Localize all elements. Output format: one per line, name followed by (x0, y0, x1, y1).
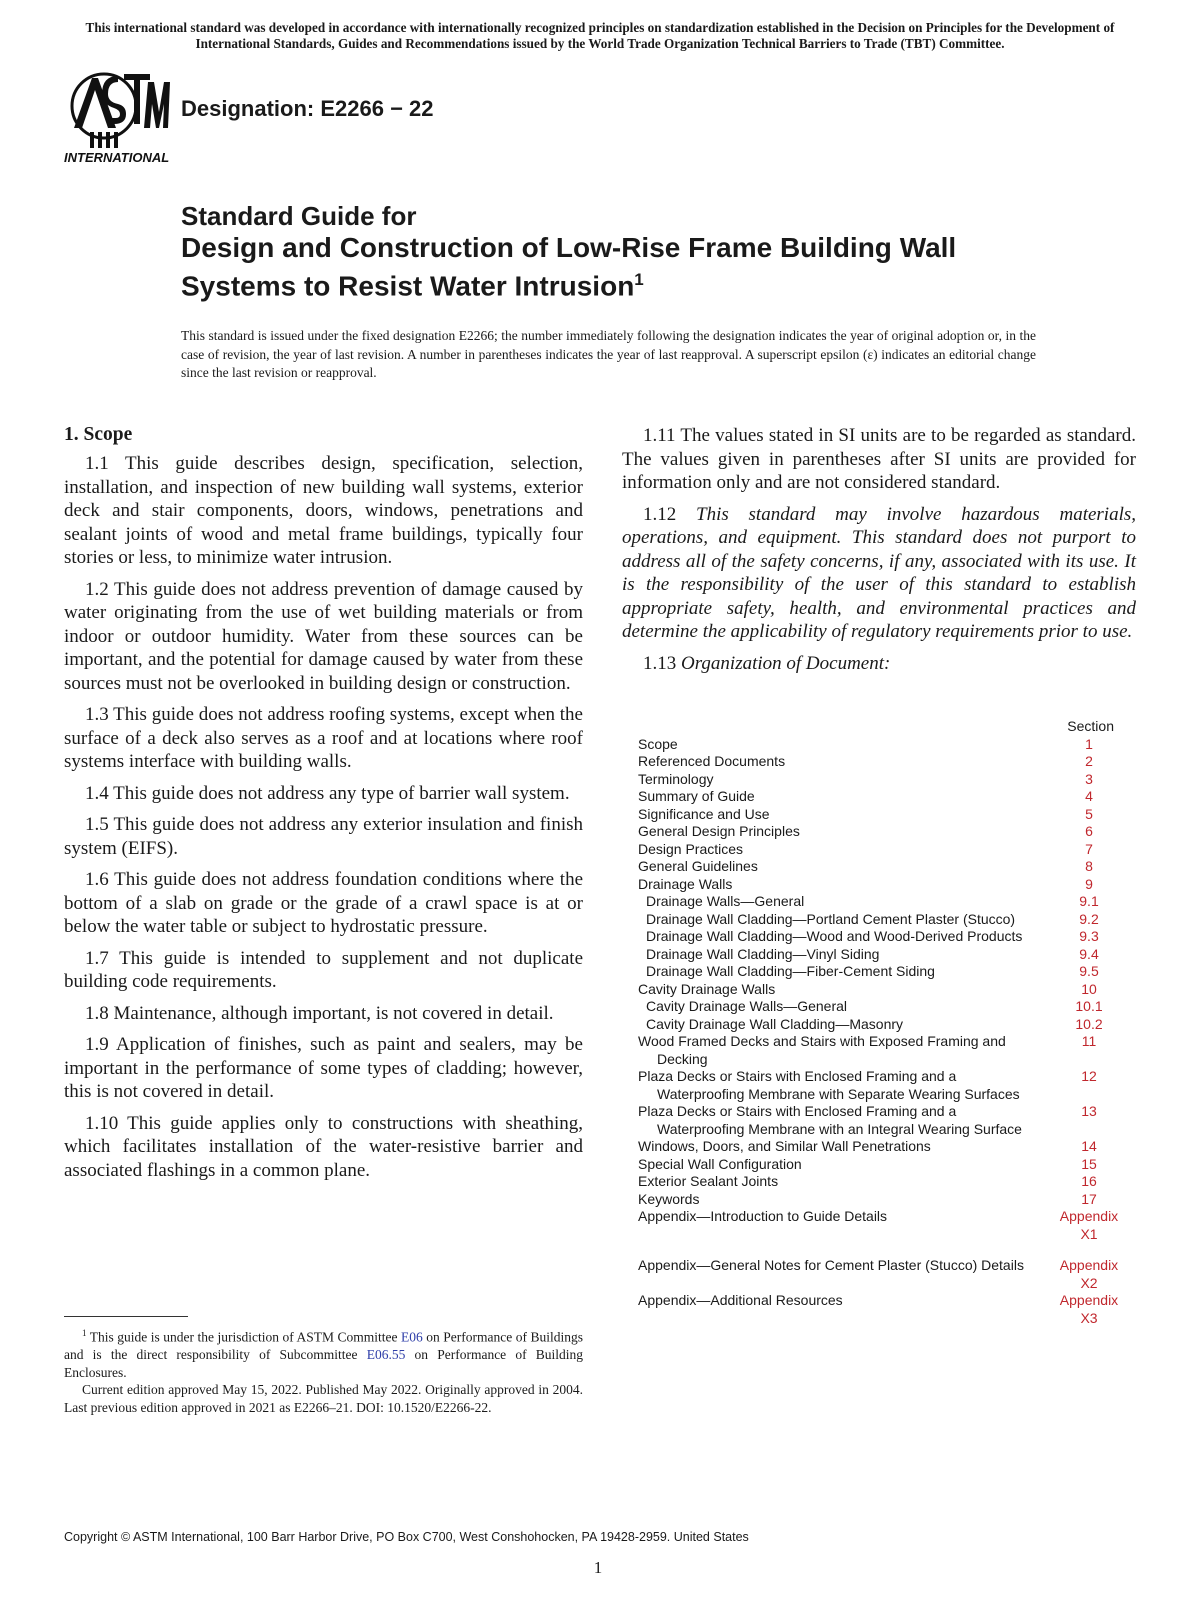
title-line-3 (181, 264, 1081, 302)
toc-section-link[interactable]: 16 (1081, 1173, 1097, 1189)
title-line-3-text: Systems to Resist Water Intrusion (181, 270, 635, 302)
toc-label: Drainage Wall Cladding—Fiber-Cement Siding (646, 963, 935, 979)
scope-paragraph: 1.10 This guide applies only to constructions with sheathing, which facilitates installation of the water-resistive barrier and associated flashings in a common plane. (64, 1112, 583, 1181)
toc-label: Drainage Wall Cladding—Portland Cement Plaster (Stucco) (646, 910, 1016, 927)
toc-section-link[interactable]: 10 (1081, 980, 1097, 997)
paragraph-1-12 (622, 503, 1136, 644)
toc-section-link[interactable]: 14 (1081, 1138, 1097, 1154)
scope-paragraph: 1.5 This guide does not address any exterior insulation and finish system (EIFS). (64, 814, 583, 859)
toc-rows (638, 736, 1124, 1328)
paragraph-1-12-number: 1.12 (643, 503, 677, 525)
toc-row (638, 1208, 1124, 1243)
toc-section-link[interactable]: Appendix X1 (1059, 1208, 1119, 1242)
toc-section-link[interactable]: 8 (1085, 858, 1093, 874)
toc-row (638, 1257, 1124, 1292)
subcommittee-link[interactable]: E06.55 (366, 1347, 406, 1362)
footnote-1-text-c: on Performance of Building Enclosures. (64, 1347, 584, 1380)
toc-section-link[interactable]: 9.4 (1079, 945, 1099, 962)
paragraph-1-12-text: This standard may involve hazardous materials, operations, and equipment. This standard does not purport to address all of the safety concerns, if any, associated with its use. It is the responsibility of the user of this standard to establish appropriate safety, health, and environmental practices and determine the applicability of regulatory requirements prior to use. (622, 503, 1137, 642)
toc-row (638, 998, 1124, 1016)
scope-paragraph: 1.4 This guide does not address any type of barrier wall system. (85, 782, 570, 804)
scope-paragraph: 1.9 Application of finishes, such as paint and sealers, may be important in the performance of some types of cladding; however, this is not covered in detail. (64, 1034, 583, 1102)
toc-row (638, 788, 1124, 806)
toc-section-link[interactable]: Appendix X2 (1059, 1257, 1119, 1291)
toc-row (638, 1033, 1124, 1068)
toc-label: Summary of Guide (638, 788, 755, 804)
paragraph-1-11: 1.11 The values stated in SI units are to be regarded as standard. The values given in parentheses after SI units are provided for information only and are not considered standard. (622, 425, 1136, 493)
toc-row (638, 928, 1124, 946)
footnote-1-text-b: on Performance of Buildings and is the direct responsibility of Subcommittee (64, 1329, 584, 1362)
section-heading-scope: 1. Scope (64, 424, 133, 445)
toc-row (638, 1103, 1124, 1138)
toc-header: Section (1067, 718, 1114, 734)
paragraph-1-13 (622, 652, 1136, 676)
toc-section-link[interactable]: 9.2 (1079, 910, 1099, 927)
toc-label: Cavity Drainage Walls (638, 980, 776, 997)
toc-label: Keywords (638, 1190, 700, 1207)
toc-section-link[interactable]: 6 (1085, 823, 1093, 839)
wto-notice: This international standard was developed in accordance with internationally recognized principles on standardization established in the Decision on Principles for the Development of International Standards, Guides and Recommendations issued by the World Trade Organization Technical Barriers to Trade (TBT) Committee. (85, 20, 1115, 51)
toc-section-link[interactable]: 2 (1085, 753, 1093, 769)
paragraph-1-13-number: 1.13 (643, 652, 677, 674)
toc-row (638, 1016, 1124, 1034)
toc-row (638, 1173, 1124, 1191)
toc-label: Referenced Documents (638, 753, 786, 769)
toc-label: Scope (638, 735, 678, 752)
toc-section-link[interactable]: 10.1 (1075, 998, 1103, 1014)
astm-logo (64, 68, 170, 168)
footnote-1-text-a: This guide is under the jurisdiction of ASTM Committee (89, 1329, 398, 1345)
committee-link[interactable]: E06 (401, 1329, 423, 1345)
toc-row (638, 981, 1124, 999)
toc-row (638, 858, 1124, 876)
document-title (181, 200, 1081, 302)
toc-label: Terminology (638, 770, 714, 787)
toc-label: Appendix—Additional Resources (638, 1292, 843, 1308)
toc-section-link[interactable]: 9.1 (1079, 893, 1099, 909)
toc-section-link[interactable]: 12 (1081, 1068, 1097, 1084)
toc-row (638, 736, 1124, 754)
toc-section-link[interactable]: 11 (1081, 1033, 1097, 1049)
toc-label: Exterior Sealant Joints (638, 1173, 779, 1189)
toc-row (638, 806, 1124, 824)
footnote-1-mark: 1 (82, 1328, 87, 1338)
toc-row (638, 963, 1124, 981)
toc-label: Drainage Walls—General (646, 893, 805, 909)
footnote-2: Current edition approved May 15, 2022. Published May 2022. Originally approved in 2004. Last previous edition approved in 2021 as E2266–21. DOI: 10.1520/E2266-22. (64, 1382, 583, 1415)
scope-paragraph: 1.3 This guide does not address roofing systems, except when the surface of a deck also serves as a roof and at locations where roof systems interface with building walls. (64, 704, 583, 772)
toc-label: Drainage Wall Cladding—Vinyl Siding (646, 945, 880, 962)
toc-label: Appendix—General Notes for Cement Plaster (Stucco) Details (638, 1257, 1024, 1273)
title-line-2: Design and Construction of Low-Rise Frame Building Wall (181, 232, 957, 263)
toc-row (638, 1068, 1124, 1103)
toc-section-link[interactable]: 9 (1085, 875, 1093, 892)
toc-row (638, 1191, 1124, 1209)
toc-section-link[interactable]: 5 (1085, 805, 1093, 822)
toc-section-link[interactable]: 15 (1081, 1155, 1097, 1172)
toc-label: Drainage Walls (638, 875, 733, 892)
toc-label: Wood Framed Decks and Stairs with Exposed Framing and Decking (638, 1033, 1006, 1067)
toc-row (638, 1292, 1124, 1327)
toc-section-link[interactable]: 1 (1085, 735, 1093, 752)
toc-label: General Guidelines (638, 858, 758, 874)
title-line-1: Standard Guide for (181, 201, 417, 231)
toc-row (638, 1138, 1124, 1156)
designation: Designation: E2266 − 22 (181, 96, 434, 121)
scope-paragraph: 1.7 This guide is intended to supplement and not duplicate building code requirements. (64, 947, 583, 992)
toc-label: Cavity Drainage Wall Cladding—Masonry (646, 1015, 904, 1032)
scope-paragraph: 1.6 This guide does not address foundation conditions where the bottom of a slab on grade or the grade of a crawl space is at or below the water table or subject to hydrostatic pressure. (64, 869, 583, 937)
organization-table (638, 718, 1124, 1327)
toc-label: Cavity Drainage Walls—General (646, 998, 847, 1014)
scope-paragraphs (64, 452, 583, 1182)
toc-label: General Design Principles (638, 823, 800, 839)
toc-row (638, 771, 1124, 789)
toc-row (638, 911, 1124, 929)
right-column (622, 424, 1136, 683)
toc-section-link[interactable]: 3 (1085, 770, 1093, 787)
footnote-1 (64, 1325, 583, 1381)
title-footnote-mark: 1 (634, 270, 644, 289)
scope-paragraph: 1.1 This guide describes design, specification, selection, installation, and inspection of new building wall systems, exterior deck and stair components, doors, windows, penetrations and sealant joints of wood and metal frame buildings, typically four stories or less, to minimize water intrusion. (64, 453, 583, 568)
toc-label: Special Wall Configuration (638, 1155, 802, 1172)
scope-paragraph: 1.8 Maintenance, although important, is not covered in detail. (85, 1002, 554, 1024)
footnotes (64, 1325, 583, 1416)
toc-section-link[interactable]: 10.2 (1075, 1015, 1103, 1032)
toc-label: Plaza Decks or Stairs with Enclosed Framing and a Waterproofing Membrane with Separate Wearing Surfaces (638, 1068, 1020, 1102)
copyright-line: Copyright © ASTM International, 100 Barr Harbor Drive, PO Box C700, West Conshohocken, PA 19428-2959. United States (64, 1530, 749, 1544)
toc-row (638, 946, 1124, 964)
astm-org-text: INTERNATIONAL (64, 150, 170, 165)
toc-row (638, 841, 1124, 859)
toc-row (638, 1156, 1124, 1174)
astm-logo-icon (64, 68, 170, 168)
toc-section-link[interactable]: 13 (1081, 1103, 1097, 1119)
toc-label: Significance and Use (638, 805, 770, 822)
paragraph-1-13-text: Organization of Document: (681, 652, 891, 674)
toc-row (638, 753, 1124, 771)
toc-row (638, 823, 1124, 841)
toc-section-link[interactable]: Appendix X3 (1059, 1292, 1119, 1326)
left-column (64, 424, 583, 1190)
toc-section-link[interactable]: 9.5 (1079, 963, 1099, 979)
toc-label: Drainage Wall Cladding—Wood and Wood-Derived Products (646, 928, 1023, 944)
toc-row (638, 893, 1124, 911)
toc-section-link[interactable]: 9.3 (1079, 928, 1099, 944)
toc-label: Design Practices (638, 840, 744, 857)
toc-label: Plaza Decks or Stairs with Enclosed Framing and a Waterproofing Membrane with an Integral Wearing Surface (638, 1103, 1022, 1137)
toc-section-link[interactable]: 4 (1085, 788, 1093, 804)
toc-section-link[interactable]: 7 (1085, 840, 1093, 857)
issue-note: This standard is issued under the fixed designation E2266; the number immediately following the designation indicates the year of original adoption or, in the case of revision, the year of last revision. A number in parentheses indicates the year of last reapproval. A superscript epsilon (ε) indicates an editorial change since the last revision or reapproval. (181, 328, 1036, 380)
toc-label: Windows, Doors, and Similar Wall Penetrations (638, 1138, 931, 1154)
page-number: 1 (593, 1558, 603, 1577)
toc-label: Appendix—Introduction to Guide Details (638, 1208, 888, 1224)
footnote-divider (64, 1316, 188, 1317)
toc-section-link[interactable]: 17 (1081, 1190, 1097, 1207)
toc-row (638, 876, 1124, 894)
scope-paragraph: 1.2 This guide does not address prevention of damage caused by water originating from the use of wet building materials or from indoor or outdoor humidity. Water from these sources can be important, and the potential for damage caused by water from these sources must not be overlooked in building design or construction. (64, 578, 583, 694)
